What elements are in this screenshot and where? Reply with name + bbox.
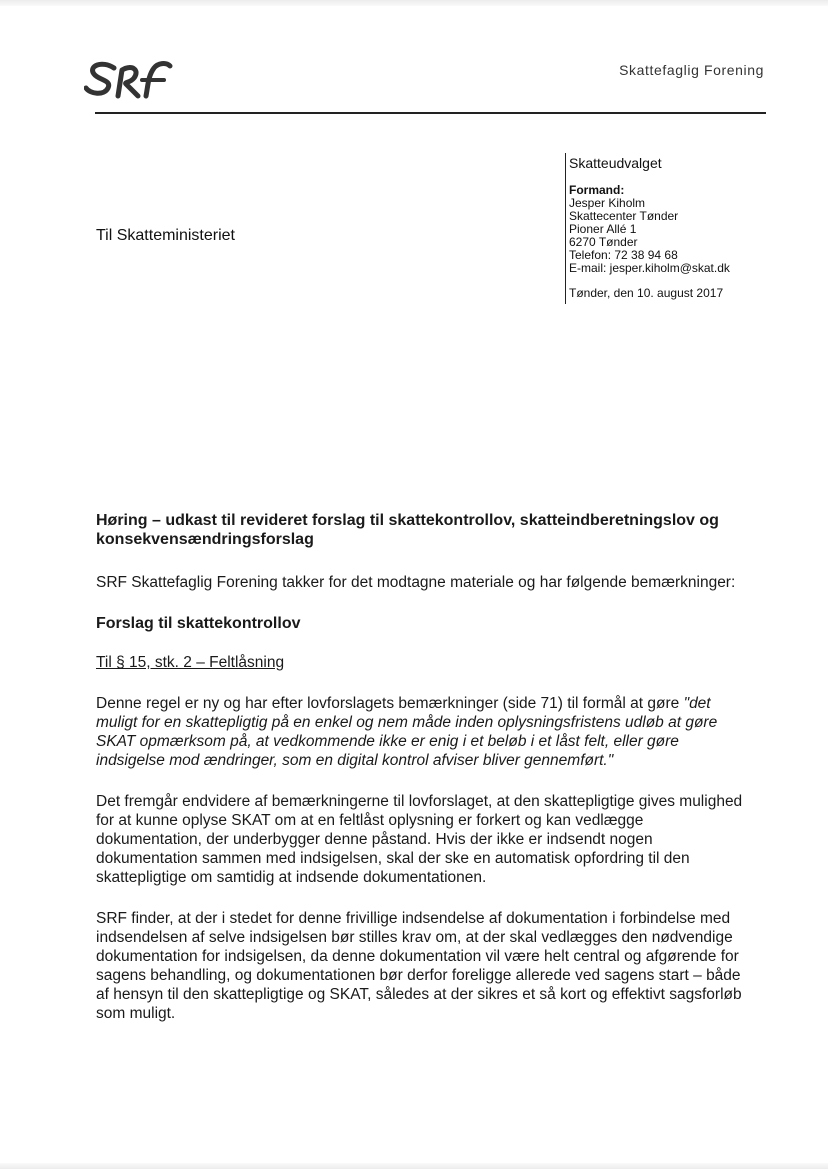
paragraph-2: Det fremgår endvidere af bemærkningerne til lovforslaget, at den skattepligtige gives mulighed for at kunne oplyse SKAT om at en feltlåst oplysning er forkert og kan vedlægge dokumentation, der underbygger denne påstand. Hvis der ikke er indsendt nogen dokumentation sammen med indsigelsen, skal der ske en automatisk opfordring til den skattepligtige om samtidig at indsende dokumentationen.	[96, 793, 743, 886]
sender-formand-label: Formand:	[565, 184, 775, 197]
paragraph-1-quote: "det muligt for en skattepligtig på en enkel og nem måde inden oplysningsfristens udløb at gøre SKAT opmærksom på, at vedkommende ikke er enig i et beløb i et låst felt, eller gøre indsigelse mod ændringer, som en digital kontrol afviser bliver gennemført."	[96, 695, 718, 769]
letter-body	[96, 511, 748, 1045]
scan-edge-bottom	[0, 1163, 828, 1169]
section-heading: Forslag til skattekontrollov	[96, 615, 301, 632]
header-divider	[95, 112, 766, 114]
intro-paragraph: SRF Skattefaglig Forening takker for det modtagne materiale og har følgende bemærkninger:	[96, 574, 736, 591]
paragraph-1	[96, 694, 748, 770]
org-name: Skattefaglig Forening	[619, 62, 764, 78]
letter-date: Tønder, den 10. august 2017	[565, 285, 775, 304]
subject-heading: Høring – udkast til revideret forslag til skattekontrollov, skatteindberetningslov og konsekvensændringsforslag	[96, 512, 719, 548]
sender-block	[565, 153, 775, 304]
sender-street: Pioner Allé 1	[565, 223, 775, 236]
scan-edge-top	[0, 0, 828, 6]
sender-name: Jesper Kiholm	[565, 197, 775, 210]
recipient: Til Skatteministeriet	[96, 227, 235, 244]
sender-email: E-mail: jesper.kiholm@skat.dk	[565, 262, 775, 275]
sender-committee: Skatteudvalget	[565, 153, 775, 184]
paragraph-3: SRF finder, at der i stedet for denne frivillige indsendelse af dokumentation i forbindelse med indsendelsen af selve indsigelsen bør stilles krav om, at der skal vedlægges den nødvendige dokumentation for indsigelsen, da denne dokumentation vil være helt central og afgørende for sagens behandling, og dokumentationen bør derfor foreligge allerede ved sagens start – både af hensyn til den skattepligtige og SKAT, således at der sikres et så kort og effektivt sagsforløb som muligt.	[96, 910, 742, 1022]
sender-spacer	[565, 275, 775, 285]
subsection-heading: Til § 15, stk. 2 – Feltlåsning	[96, 654, 285, 671]
sender-office: Skattecenter Tønder	[565, 210, 775, 223]
paragraph-1-lead: Denne regel er ny og har efter lovforslagets bemærkninger (side 71) til formål at gøre	[96, 695, 680, 712]
sender-postal: 6270 Tønder	[565, 236, 775, 249]
sender-phone: Telefon: 72 38 94 68	[565, 249, 775, 262]
srf-logo	[84, 56, 176, 106]
